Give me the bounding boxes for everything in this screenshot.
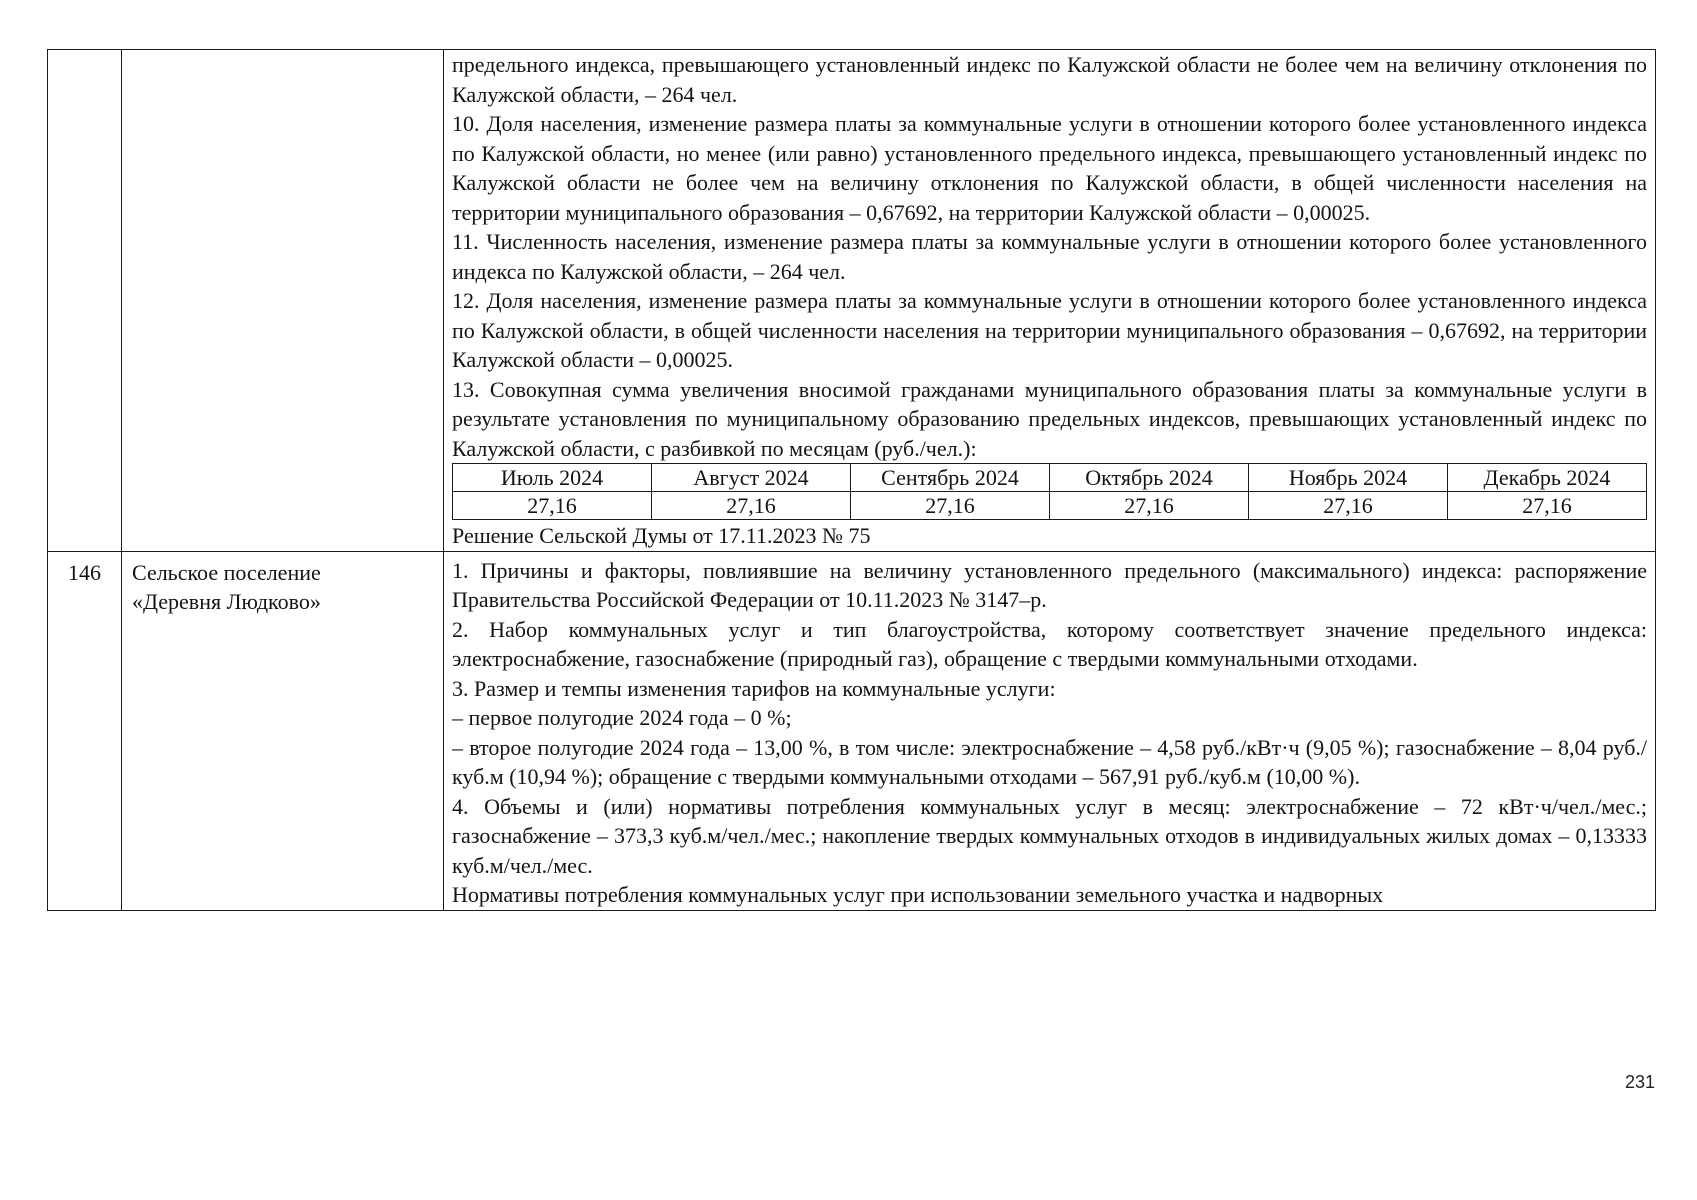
paragraph: 4. Объемы и (или) нормативы потребления коммунальных услуг в месяц: электроснабжение – 72 кВт·ч/чел./мес.; газоснабжение – 373,3 куб.м/чел./мес.; накопление твердых коммунальных отходов в индивидуальных жилых домах – 0,13333 куб.м/чел./мес.: [452, 793, 1647, 878]
paragraph: – первое полугодие 2024 года – 0 %;: [452, 705, 792, 730]
paragraph: 3. Размер и темпы изменения тарифов на коммунальные услуги:: [452, 675, 1056, 701]
months-value-row: [453, 492, 1647, 520]
details-cell: [444, 551, 1656, 910]
month-value: 27,16: [1448, 492, 1647, 520]
number-cell-empty: [48, 50, 122, 552]
paragraph: 10. Доля населения, изменение размера платы за коммунальные услуги в отношении которого более установленного индекса по Калужской области, но менее (или равно) установленного предельного индекса, превышающего установленный индекс по Калужской области не более чем на величину отклонения по Калужской области, в общей численности населения на территории муниципального образования – 0,67692, на территории Калужской области – 0,00025.: [452, 111, 1647, 225]
month-value: 27,16: [1050, 492, 1249, 520]
month-header: Сентябрь 2024: [851, 464, 1050, 492]
paragraph: 12. Доля населения, изменение размера платы за коммунальные услуги в отношении которого более установленного индекса по Калужской области, в общей численности населения на территории муниципального образования – 0,67692, на территории Калужской области – 0,00025.: [452, 288, 1647, 372]
settlement-name-line: «Деревня Людково»: [132, 589, 321, 614]
decision-text: Решение Сельской Думы от 17.11.2023 № 75: [452, 523, 871, 548]
monthly-sum-table: [452, 463, 1647, 520]
month-value: 27,16: [1249, 492, 1448, 520]
page-number: 231: [1624, 1072, 1655, 1092]
settlement-name-line: Сельское поселение: [132, 559, 321, 585]
paragraph: предельного индекса, превышающего установленный индекс по Калужской области не более чем на величину отклонения по Калужской области, – 264 чел.: [452, 52, 1647, 107]
month-header: Декабрь 2024: [1448, 464, 1647, 492]
paragraph: – второе полугодие 2024 года – 13,00 %, в том числе: электроснабжение – 4,58 руб./кВт·ч (9,05 %); газоснабжение – 8,04 руб./куб.м (10,94 %); обращение с твердыми коммунальными отходами – 567,91 руб./куб.м (10,00 %).: [452, 734, 1647, 789]
table-row-146: [48, 551, 1656, 910]
month-value: 27,16: [453, 492, 652, 520]
details-cell: [444, 50, 1656, 552]
months-header-row: [453, 464, 1647, 492]
month-value: 27,16: [851, 492, 1050, 520]
month-header: Ноябрь 2024: [1249, 464, 1448, 492]
paragraph: 11. Численность населения, изменение размера платы за коммунальные услуги в отношении которого более установленного индекса по Калужской области, – 264 чел.: [452, 229, 1647, 284]
table-row-continued: [48, 50, 1656, 552]
paragraph: 2. Набор коммунальных услуг и тип благоустройства, которому соответствует значение предельного индекса: электроснабжение, газоснабжение (природный газ), обращение с твердыми коммунальными отходами.: [452, 616, 1647, 671]
paragraph: 13. Совокупная сумма увеличения вносимой гражданами муниципального образования платы за коммунальные услуги в результате установления по муниципальному образованию предельных индексов, превышающих установленный индекс по Калужской области, с разбивкой по месяцам (руб./чел.):: [452, 376, 1647, 461]
month-header: Август 2024: [652, 464, 851, 492]
month-header: Октябрь 2024: [1050, 464, 1249, 492]
name-cell-empty: [122, 50, 444, 552]
month-value: 27,16: [652, 492, 851, 520]
paragraph: Нормативы потребления коммунальных услуг при использовании земельного участка и надворных: [452, 882, 1384, 907]
row-number: 146: [48, 551, 122, 910]
paragraph: 1. Причины и факторы, повлиявшие на величину установленного предельного (максимального) индекса: распоряжение Правительства Российской Федерации от 10.11.2023 № 3147–р.: [452, 557, 1647, 612]
month-header: Июль 2024: [453, 464, 652, 492]
settlement-name-cell: [122, 551, 444, 910]
document-sheet: [47, 49, 1655, 911]
tariff-table: [47, 49, 1656, 911]
